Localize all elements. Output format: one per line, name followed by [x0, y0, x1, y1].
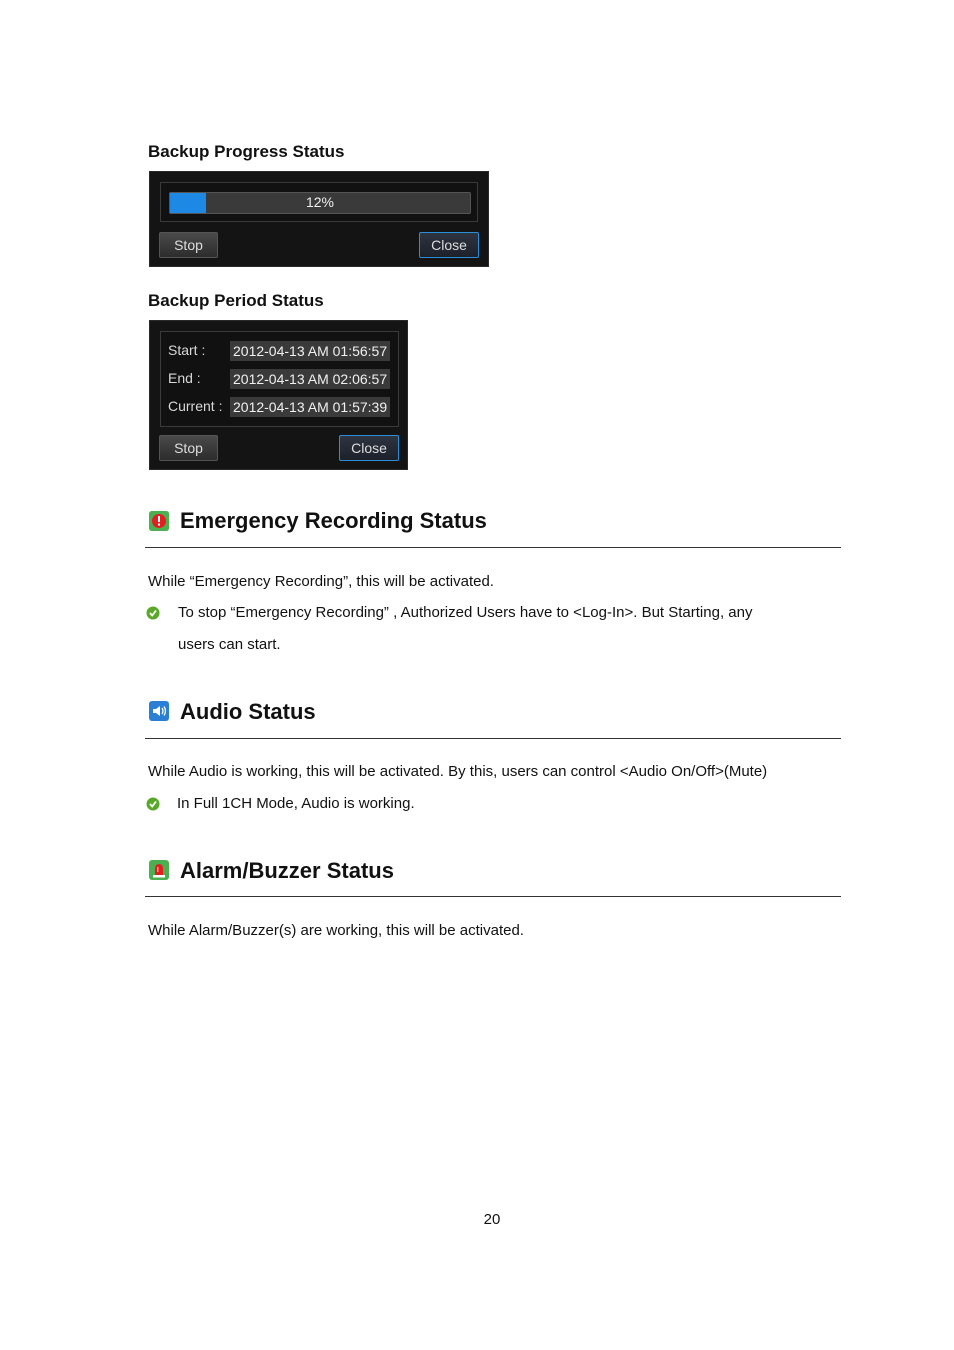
audio-bullet: In Full 1CH Mode, Audio is working.: [177, 795, 415, 812]
emergency-bullet-line2: users can start.: [178, 636, 281, 653]
emergency-recording-icon: [149, 511, 169, 531]
close-button[interactable]: Close: [419, 232, 479, 258]
backup-period-caption: Backup Period Status: [148, 291, 324, 310]
start-value: 2012-04-13 AM 01:56:57: [230, 341, 390, 361]
current-value: 2012-04-13 AM 01:57:39: [230, 397, 390, 417]
start-label: Start :: [168, 342, 206, 358]
divider: [145, 738, 841, 739]
divider: [145, 896, 841, 897]
emergency-bullet-line1: To stop “Emergency Recording” , Authorized Users have to <Log-In>. But Starting, any: [178, 604, 753, 621]
speaker-icon: [149, 701, 169, 721]
progress-percent: 12%: [305, 194, 335, 210]
current-label: Current :: [168, 398, 223, 414]
audio-text: While Audio is working, this will be activated. By this, users can control <Audio On/Off>(Mute): [148, 763, 768, 780]
alarm-text: While Alarm/Buzzer(s) are working, this will be activated.: [148, 922, 524, 939]
backup-progress-dialog: [149, 171, 489, 267]
stop-button[interactable]: Stop: [159, 435, 218, 461]
page-number: 20: [483, 1211, 501, 1228]
alarm-light-icon: [149, 860, 169, 880]
divider: [145, 547, 841, 548]
close-button[interactable]: Close: [339, 435, 399, 461]
stop-button[interactable]: Stop: [159, 232, 218, 258]
progress-panel: [160, 182, 478, 222]
emergency-text: While “Emergency Recording”, this will be activated.: [148, 573, 494, 590]
alarm-heading: Alarm/Buzzer Status: [180, 858, 394, 883]
check-icon: [146, 606, 160, 625]
period-panel: [160, 331, 399, 427]
backup-period-dialog: [149, 320, 408, 470]
audio-heading: Audio Status: [180, 699, 316, 724]
emergency-heading: Emergency Recording Status: [180, 508, 487, 533]
progress-bar: [169, 192, 471, 214]
check-icon: [146, 797, 160, 816]
end-label: End :: [168, 370, 201, 386]
end-value: 2012-04-13 AM 02:06:57: [230, 369, 390, 389]
backup-progress-caption: Backup Progress Status: [148, 142, 345, 161]
